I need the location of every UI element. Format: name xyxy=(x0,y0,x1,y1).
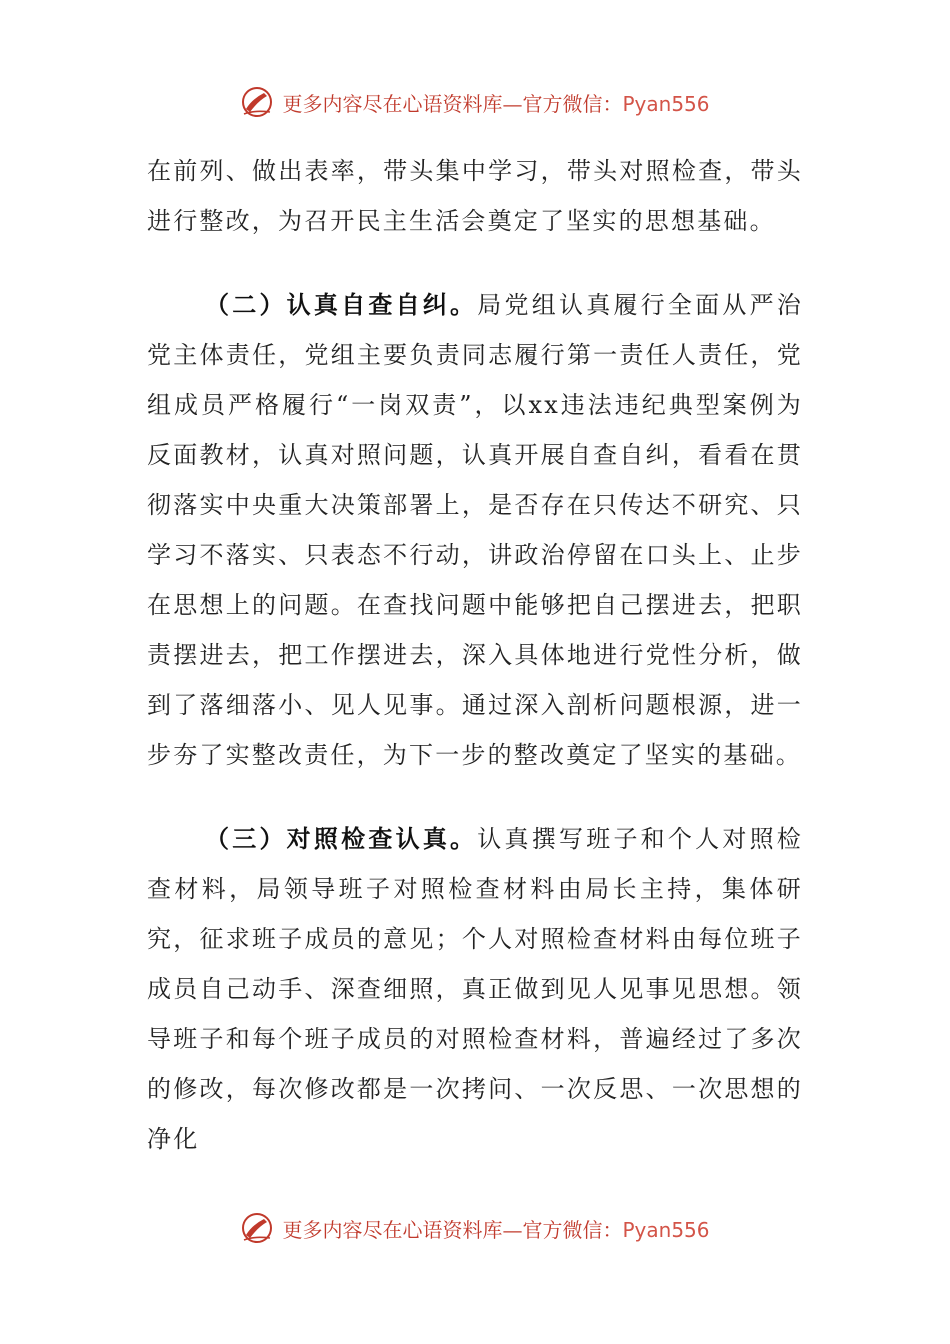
section-heading: （二）认真自查自纠。 xyxy=(205,290,478,319)
document-body xyxy=(147,146,803,1164)
banner-text xyxy=(282,1214,709,1243)
paragraph-text: 局党组认真履行全面从严治党主体责任，党组主要负责同志履行第一责任人责任，党组成员严格履行“一岗双责”，以xx违法违纪典型案例为反面教材，认真对照问题，认真开展自查自纠，看看在贯彻落实中央重大决策部署上，是否存在只传达不研究、只学习不落实、只表态不行动，讲政治停留在口头上、止步在思想上的问题。在查找问题中能够把自己摆进去，把职责摆进去，把工作摆进去，深入具体地进行党性分析，做到了落细落小、见人见事。通过深入剖析问题根源，进一步夯了实整改责任，为下一步的整改奠定了坚实的基础。 xyxy=(147,291,804,769)
pen-logo-icon xyxy=(240,1211,274,1245)
header-banner xyxy=(0,82,950,122)
banner-text xyxy=(282,88,709,117)
banner-slogan: 更多内容尽在心语资料库—官方微信： xyxy=(282,1217,623,1242)
paragraph-continuation xyxy=(147,146,803,246)
paragraph-text: 在前列、做出表率，带头集中学习，带头对照检查，带头进行整改，为召开民主生活会奠定了坚实的思想基础。 xyxy=(147,157,803,235)
banner-handle: Pyan556 xyxy=(622,1217,710,1242)
paragraph-section-3 xyxy=(147,814,803,1164)
banner-slogan: 更多内容尽在心语资料库—官方微信： xyxy=(282,91,623,116)
banner-handle: Pyan556 xyxy=(622,91,710,116)
paragraph-text: 认真撰写班子和个人对照检查材料，局领导班子对照检查材料由局长主持，集体研究，征求班子成员的意见；个人对照检查材料由每位班子成员自己动手、深查细照，真正做到见人见事见思想。领导班子和每个班子成员的对照检查材料，普遍经过了多次的修改，每次修改都是一次拷问、一次反思、一次思想的净化 xyxy=(147,825,804,1153)
section-heading: （三）对照检查认真。 xyxy=(205,824,478,853)
footer-banner xyxy=(0,1208,950,1248)
pen-logo-icon xyxy=(240,85,274,119)
paragraph-section-2 xyxy=(147,280,803,780)
